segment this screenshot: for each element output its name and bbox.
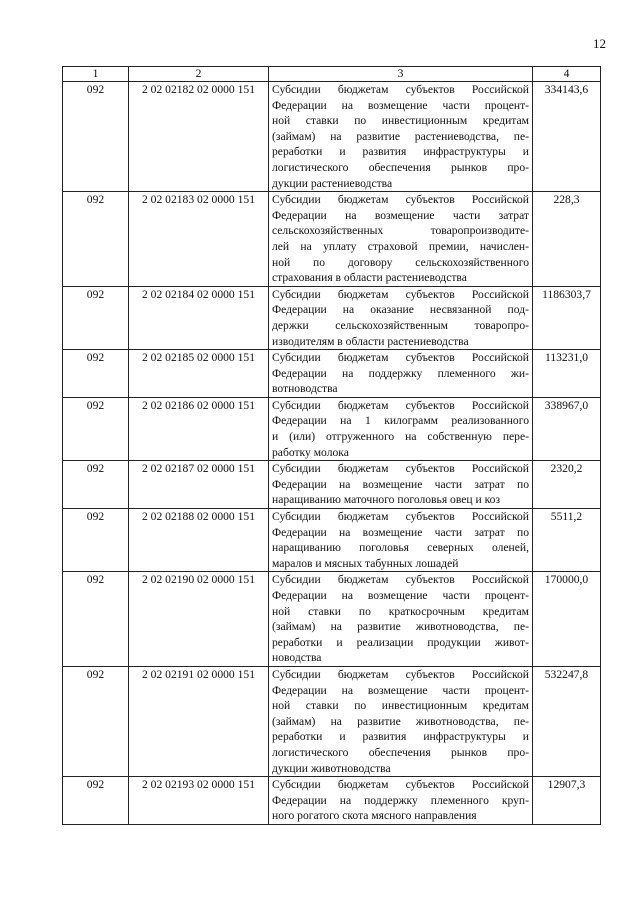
table-row: [63, 192, 601, 287]
description-cell: [269, 397, 533, 460]
description-line: наращиванию маточного поголовья овец и коз: [272, 493, 501, 507]
admin-code-cell: 092: [63, 509, 129, 572]
table-row: [63, 509, 601, 572]
description-line: (займам) на развитие животноводства, пе-: [272, 620, 529, 634]
description-line: Субсидии бюджетам субъектов Российской: [272, 462, 529, 476]
table-row: [63, 82, 601, 192]
table-row: [63, 777, 601, 825]
description-cell: [269, 82, 533, 192]
description-line: Федерации на возмещение части затрат по: [272, 525, 529, 539]
budget-code-cell: 2 02 02182 02 0000 151: [129, 82, 269, 192]
description-line: Субсидии бюджетам субъектов Российской: [272, 193, 529, 207]
budget-code-cell: 2 02 02193 02 0000 151: [129, 777, 269, 825]
description-line: Федерации на поддержку племенного круп-: [272, 793, 529, 807]
description-line: Субсидии бюджетам субъектов Российской: [272, 510, 529, 524]
description-line: Федерации на возмещение части процент-: [272, 683, 529, 697]
budget-code-cell: 2 02 02183 02 0000 151: [129, 192, 269, 287]
description-line: ной ставки по инвестиционным кредитам: [272, 699, 529, 713]
column-header: 2: [129, 67, 269, 82]
amount-cell: 338967,0: [533, 397, 601, 460]
column-header: 1: [63, 67, 129, 82]
budget-code-cell: 2 02 02185 02 0000 151: [129, 350, 269, 398]
admin-code-cell: 092: [63, 286, 129, 349]
budget-code-cell: 2 02 02186 02 0000 151: [129, 397, 269, 460]
column-header: 3: [269, 67, 533, 82]
description-line: Субсидии бюджетам субъектов Российской: [272, 778, 529, 792]
description-line: Федерации на возмещение части затрат по: [272, 477, 529, 491]
admin-code-cell: 092: [63, 572, 129, 667]
description-line: логистического обеспечения рынков про-: [272, 745, 529, 759]
budget-code-cell: 2 02 02184 02 0000 151: [129, 286, 269, 349]
description-line: ного рогатого скота мясного направления: [272, 809, 477, 823]
admin-code-cell: 092: [63, 192, 129, 287]
amount-cell: 532247,8: [533, 666, 601, 776]
description-line: ной по договору сельскохозяйственного: [272, 255, 529, 269]
description-line: наращиванию поголовья северных оленей,: [272, 541, 529, 555]
budget-code-cell: 2 02 02190 02 0000 151: [129, 572, 269, 667]
description-line: вотноводства: [272, 382, 338, 396]
description-line: Федерации на возмещение части затрат: [272, 208, 529, 222]
description-line: Субсидии бюджетам субъектов Российской: [272, 398, 529, 412]
description-cell: [269, 666, 533, 776]
admin-code-cell: 092: [63, 350, 129, 398]
budget-code-cell: 2 02 02191 02 0000 151: [129, 666, 269, 776]
description-line: сельскохозяйственных товаропроизводите-: [272, 224, 529, 238]
description-line: держки сельскохозяйственным товаропро-: [272, 318, 529, 332]
description-cell: [269, 777, 533, 825]
description-line: Субсидии бюджетам субъектов Российской: [272, 351, 529, 365]
description-line: Федерации на возмещение части процент-: [272, 589, 529, 602]
amount-cell: 1186303,7: [533, 286, 601, 349]
budget-code-cell: 2 02 02188 02 0000 151: [129, 509, 269, 572]
description-line: изводителям в области растениеводства: [272, 334, 469, 348]
description-line: работку молока: [272, 445, 349, 459]
description-line: дукции растениеводства: [272, 176, 393, 190]
description-line: маралов и мясных табунных лошадей: [272, 556, 459, 570]
description-cell: [269, 192, 533, 287]
description-line: и (или) отгруженного на собственную пере-: [272, 430, 529, 444]
description-line: логистического обеспечения рынков про-: [272, 160, 529, 174]
amount-cell: 5511,2: [533, 509, 601, 572]
description-line: Федерации на оказание несвязанной под-: [272, 303, 529, 317]
description-line: Субсидии бюджетам субъектов Российской: [272, 573, 529, 587]
description-line: лей на уплату страховой премии, начислен-: [272, 239, 529, 253]
table-row: [63, 666, 601, 776]
budget-table: [62, 66, 601, 825]
description-line: (займам) на развитие растениеводства, пе-: [272, 129, 529, 143]
amount-cell: 334143,6: [533, 82, 601, 192]
description-line: Субсидии бюджетам субъектов Российской: [272, 667, 529, 681]
column-header: 4: [533, 67, 601, 82]
table-row: [63, 397, 601, 460]
description-line: дукции животноводства: [272, 761, 391, 775]
admin-code-cell: 092: [63, 777, 129, 825]
table-row: [63, 350, 601, 398]
description-cell: [269, 572, 533, 667]
description-cell: [269, 509, 533, 572]
description-line: ной ставки по инвестиционным кредитам: [272, 114, 529, 128]
description-cell: [269, 461, 533, 509]
amount-cell: 170000,0: [533, 572, 601, 667]
budget-code-cell: 2 02 02187 02 0000 151: [129, 461, 269, 509]
table-row: [63, 286, 601, 349]
amount-cell: 2320,2: [533, 461, 601, 509]
table-row: [63, 461, 601, 509]
description-line: реработки и развития инфраструктуры и: [272, 730, 529, 744]
description-line: новодства: [272, 651, 322, 665]
description-line: Субсидии бюджетам субъектов Российской: [272, 287, 529, 301]
admin-code-cell: 092: [63, 461, 129, 509]
page-number: 12: [593, 36, 606, 51]
table-header-row: [63, 67, 601, 82]
description-line: Федерации на возмещение части процент-: [272, 98, 529, 112]
admin-code-cell: 092: [63, 666, 129, 776]
description-line: реработки и реализации продукции живот-: [272, 635, 529, 649]
description-line: Федерации на 1 килограмм реализованного: [272, 414, 529, 428]
description-cell: [269, 286, 533, 349]
amount-cell: 228,3: [533, 192, 601, 287]
table-body: [63, 82, 601, 825]
description-line: реработки и развития инфраструктуры и: [272, 145, 529, 159]
description-line: ной ставки по краткосрочным кредитам: [272, 604, 529, 618]
description-line: Субсидии бюджетам субъектов Российской: [272, 83, 529, 96]
amount-cell: 12907,3: [533, 777, 601, 825]
description-line: страхования в области растениеводства: [272, 271, 467, 285]
admin-code-cell: 092: [63, 82, 129, 192]
description-line: Федерации на поддержку племенного жи-: [272, 366, 529, 380]
admin-code-cell: 092: [63, 397, 129, 460]
table-row: [63, 572, 601, 667]
description-line: (займам) на развитие животноводства, пе-: [272, 714, 529, 728]
amount-cell: 113231,0: [533, 350, 601, 398]
description-cell: [269, 350, 533, 398]
